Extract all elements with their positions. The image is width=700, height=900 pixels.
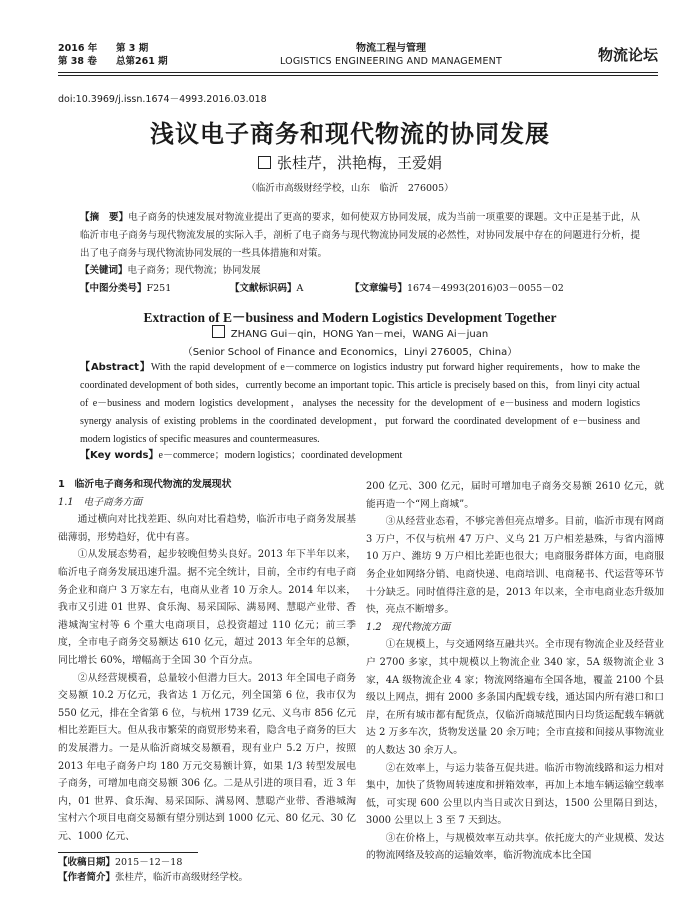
received-value: 2015－12－18 <box>115 857 183 868</box>
body-column-right <box>366 478 664 865</box>
header-rule-thin <box>58 75 658 76</box>
issue-number: 第 3 期 <box>116 43 149 54</box>
paper-title: 浅议电子商务和现代物流的协同发展 <box>150 119 550 148</box>
keywords-cn-label: 【关键词】 <box>80 265 128 276</box>
author-marker-box-en <box>212 325 225 338</box>
section-name: 物流论坛 <box>597 46 658 64</box>
journal-name <box>226 42 556 68</box>
abstract-en-label: 【Abstract】 <box>80 362 151 373</box>
affiliation-en: （Senior School of Finance and Economics，Linyi 276005，China） <box>182 347 518 358</box>
author-bio <box>58 870 248 885</box>
paragraph: ①从发展态势看，起步较晚但势头良好。2013 年下半年以来，临沂电子商务发展迅速升温。据不完全统计，目前，全市约有电子商务企业和商户 3 万家左右，电商从业者 10 万余人。2014 年以来，我市又引进 01 世界、食乐淘、易采国际、满易网、慧聪产业带、香港城淘宝村等 6 个重大电商项目，总投资超过 110 亿元；前三季度，全市电子商务交易额达 610 亿元，超过 2013 年全年的总额，同比增长 60%，增幅高于全国 30 个百分点。 <box>58 549 356 666</box>
authors-en <box>0 325 700 340</box>
paragraph: ③在价格上，与规模效率互动共享。依托庞大的产业规模、发达的物流网络及较高的运输效率，临沂物流成本比全国 <box>366 832 664 862</box>
keywords-cn <box>80 262 640 280</box>
keywords-en-label: 【Key words】 <box>80 450 159 461</box>
doi: doi:10.3969/j.issn.1674－4993.2016.03.018 <box>58 94 267 105</box>
paragraph: ②从经营规模看，总量较小但潜力巨大。2013 年全国电子商务交易额 10.2 万亿元，我省达 1 万亿元，列全国第 6 位，我市仅为 550 亿元，排在全省第 6 位，与杭州 1739 亿元、义乌市 856 亿元相比差距巨大。但从我市繁荣的商贸形势来看，隐含电子商务的巨大的发展潜力。一是从临沂商城交易额看，现有业户 5.2 万户，按照 2013 年电子商务户均 180 万元交易额计算，如果 1/3 转型发展电子商务，可增加电商交易额 306 亿。二是从引进的项目看，近 3 年内，01 世界、食乐淘、易采国际、满易网、慧聪产业带、香港城淘宝村六个项目电商交易额有望分别达到 1000 亿元、80 亿元、30 亿元、1000 亿元、 <box>58 672 356 842</box>
paragraph: ①在规模上，与交通网络互融共兴。全市现有物流企业及经营业户 2700 多家，其中规模以上物流企业 340 家，5A 级物流企业 3 家，4A 级物流企业 4 家；物流网络遍布全国各地，覆盖 2100 个县级以上网点，拥有 2000 多条国内配载专线，通达国内所有港口和口岸，在所有城市都有配货点，仅临沂商城范围内日均货运配载车辆就达 2 万多车次，货物发送量 20 余万吨；全市直接和间接从事物流业的人数达 30 余万人。 <box>366 639 664 756</box>
subsection-heading-1-1: 1.1 电子商务方面 <box>58 496 143 508</box>
received-label: 【收稿日期】 <box>58 857 116 868</box>
affiliation: （临沂市高级财经学校，山东 临沂 276005） <box>246 183 454 194</box>
abstract-en <box>80 359 640 449</box>
classification-line <box>80 280 640 298</box>
authors <box>0 152 700 173</box>
received-date <box>58 855 248 870</box>
abstract-en-text: With the rapid development of e－commerce on logistics industry put forward higher requirements，how to make the coordinated development of both sides，currently become an important topic. This article is precisely based on this，from linyi city actual of e－business and modern logistics development，analyses the necessity for the development of e－business and modern logistics synergy analysis of existing problems in the coordinated development，put forward the coordinated development of e－business and modern logistics of specific measures and countermeasures. <box>80 362 640 445</box>
article-no: 1674－4993(2016)03－0055－02 <box>407 283 564 294</box>
abstract-cn-label: 【摘 要】 <box>80 212 129 223</box>
clc-code: F251 <box>146 283 172 294</box>
article-no-label: 【文章编号】 <box>350 283 408 294</box>
header-rule-thick <box>58 72 658 73</box>
section-heading-1: 1 临沂电子商务和现代物流的发展现状 <box>58 479 232 490</box>
issue-info <box>58 42 168 68</box>
author-bio-label: 【作者简介】 <box>58 872 116 883</box>
doc-code-label: 【文献标识码】 <box>230 283 297 294</box>
paragraph: ③从经营业态看，不够完善但亮点增多。目前，临沂市现有网商 3 万户，不仅与杭州 47 万户、义乌 21 万户相差悬殊，与省内淄博 10 万户、潍坊 9 万户相比差距也很大；电商服务群体方面，电商服务企业如网络分销、电商快递、电商培训、电商秘书、代运营等环节十分缺乏。同时值得注意的是，2013 年以来，全市电商业态升级加快，亮点不断增多。 <box>366 516 664 616</box>
keywords-en <box>80 447 640 465</box>
author-marker-box <box>258 156 271 169</box>
author-bio-value: 张桂芹，临沂市高级财经学校。 <box>115 872 249 883</box>
body-column-left <box>58 476 356 845</box>
footnote <box>58 855 248 885</box>
journal-name-en: LOGISTICS ENGINEERING AND MANAGEMENT <box>280 56 502 67</box>
paragraph: ②在效率上，与运力装备互促共进。临沂市物流线路和运力相对集中，加快了货物周转速度和拼箱效率，再加上本地车辆运输空载率低，可实现 600 公里以内当日或次日到达，1500 公里隔日到达，3000 公里以上 3 至 7 天到达。 <box>366 762 664 827</box>
running-header <box>58 42 658 72</box>
keywords-cn-text: 电子商务；现代物流；协同发展 <box>127 265 261 276</box>
paragraph: 通过横向对比找差距、纵向对比看趋势，临沂市电子商务发展基础薄弱，形势趋好，优中有喜。 <box>58 514 356 543</box>
volume: 第 38 卷 <box>58 56 97 67</box>
paragraph-continued: 200 亿元、300 亿元，届时可增加电子商务交易额 2610 亿元，就能再造一个“网上商城”。 <box>366 481 664 510</box>
abstract-cn-text: 电子商务的快速发展对物流业提出了更高的要求，如何使双方协同发展，成为当前一项重要的课题。文中正是基于此，从临沂市电子商务与现代物流发展的实际入手，剖析了电子商务与现代物流协同发展的必然性，对协同发展中存在的问题进行分析，提出了电子商务与现代物流协同发展的一些具体措施和对策。 <box>80 212 640 259</box>
year: 2016 年 <box>58 43 98 54</box>
clc-label: 【中图分类号】 <box>80 283 147 294</box>
total-issue: 总第261 期 <box>116 56 168 67</box>
authors-en-text: ZHANG Gui－qin，HONG Yan－mei，WANG Ai－juan <box>230 329 489 340</box>
footnote-rule <box>58 852 198 853</box>
subsection-heading-1-2: 1.2 现代物流方面 <box>366 621 451 633</box>
paper-title-en: Extraction of E－business and Modern Logistics Development Together <box>143 310 557 325</box>
abstract-cn <box>80 209 640 263</box>
journal-name-cn: 物流工程与管理 <box>356 43 426 54</box>
keywords-en-text: e－commerce；modern logistics；coordinated development <box>158 450 403 461</box>
doc-code: A <box>296 283 304 294</box>
authors-text: 张桂芹，洪艳梅，王爱娟 <box>276 154 442 172</box>
